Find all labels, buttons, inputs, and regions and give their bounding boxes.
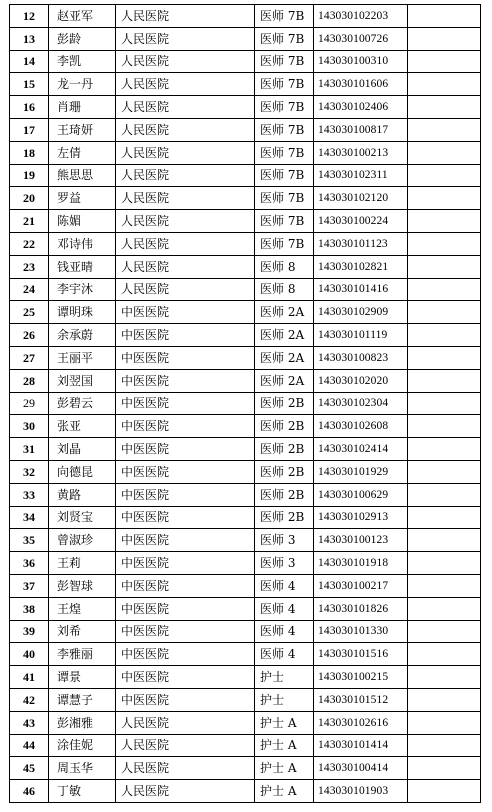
hospital-unit: 人民医院 bbox=[116, 164, 255, 187]
remark-cell bbox=[408, 643, 481, 666]
row-number: 35 bbox=[10, 529, 49, 552]
position-code: 医师 3 bbox=[255, 552, 314, 575]
candidate-name: 罗益 bbox=[49, 187, 116, 210]
hospital-unit: 人民医院 bbox=[116, 210, 255, 233]
row-number: 12 bbox=[10, 5, 49, 28]
position-code: 医师 7B bbox=[255, 164, 314, 187]
hospital-unit: 中医医院 bbox=[116, 506, 255, 529]
position-code: 医师 2B bbox=[255, 415, 314, 438]
position-code: 医师 2A bbox=[255, 346, 314, 369]
position-code: 医师 7B bbox=[255, 50, 314, 73]
row-number: 36 bbox=[10, 552, 49, 575]
exam-ticket-number: 143030101826 bbox=[314, 597, 408, 620]
row-number: 27 bbox=[10, 346, 49, 369]
candidate-name: 曾淑珍 bbox=[49, 529, 116, 552]
table-row bbox=[10, 255, 481, 278]
row-number: 26 bbox=[10, 324, 49, 347]
candidate-name: 王丽平 bbox=[49, 346, 116, 369]
table-row bbox=[10, 324, 481, 347]
row-number: 43 bbox=[10, 711, 49, 734]
exam-ticket-number: 143030100629 bbox=[314, 483, 408, 506]
hospital-unit: 人民医院 bbox=[116, 757, 255, 780]
row-number: 42 bbox=[10, 688, 49, 711]
exam-ticket-number: 143030100823 bbox=[314, 346, 408, 369]
remark-cell bbox=[408, 757, 481, 780]
exam-ticket-number: 143030100817 bbox=[314, 118, 408, 141]
hospital-unit: 中医医院 bbox=[116, 460, 255, 483]
remark-cell bbox=[408, 27, 481, 50]
hospital-unit: 人民医院 bbox=[116, 780, 255, 803]
row-number: 14 bbox=[10, 50, 49, 73]
candidate-name: 刘翌国 bbox=[49, 369, 116, 392]
remark-cell bbox=[408, 301, 481, 324]
row-number: 41 bbox=[10, 666, 49, 689]
row-number: 17 bbox=[10, 118, 49, 141]
position-code: 医师 7B bbox=[255, 96, 314, 119]
candidate-name: 李宇沐 bbox=[49, 278, 116, 301]
hospital-unit: 中医医院 bbox=[116, 324, 255, 347]
candidate-name: 丁敏 bbox=[49, 780, 116, 803]
table-row bbox=[10, 164, 481, 187]
table-row bbox=[10, 232, 481, 255]
position-code: 护士 A bbox=[255, 780, 314, 803]
row-number: 29 bbox=[10, 392, 49, 415]
remark-cell bbox=[408, 620, 481, 643]
exam-ticket-number: 143030100123 bbox=[314, 529, 408, 552]
remark-cell bbox=[408, 711, 481, 734]
exam-ticket-number: 143030102608 bbox=[314, 415, 408, 438]
table-row bbox=[10, 574, 481, 597]
row-number: 34 bbox=[10, 506, 49, 529]
position-code: 医师 7B bbox=[255, 73, 314, 96]
remark-cell bbox=[408, 438, 481, 461]
row-number: 46 bbox=[10, 780, 49, 803]
position-code: 护士 bbox=[255, 666, 314, 689]
position-code: 护士 A bbox=[255, 734, 314, 757]
exam-ticket-number: 143030102203 bbox=[314, 5, 408, 28]
row-number: 24 bbox=[10, 278, 49, 301]
row-number: 44 bbox=[10, 734, 49, 757]
remark-cell bbox=[408, 392, 481, 415]
hospital-unit: 人民医院 bbox=[116, 255, 255, 278]
exam-ticket-number: 143030102020 bbox=[314, 369, 408, 392]
table-row bbox=[10, 620, 481, 643]
candidate-name: 熊思思 bbox=[49, 164, 116, 187]
candidate-name: 谭明珠 bbox=[49, 301, 116, 324]
hospital-unit: 人民医院 bbox=[116, 232, 255, 255]
row-number: 40 bbox=[10, 643, 49, 666]
position-code: 医师 7B bbox=[255, 5, 314, 28]
remark-cell bbox=[408, 734, 481, 757]
position-code: 医师 2B bbox=[255, 483, 314, 506]
candidate-name: 李凯 bbox=[49, 50, 116, 73]
position-code: 医师 2A bbox=[255, 301, 314, 324]
remark-cell bbox=[408, 187, 481, 210]
position-code: 医师 2B bbox=[255, 460, 314, 483]
remark-cell bbox=[408, 346, 481, 369]
candidate-name: 龙一丹 bbox=[49, 73, 116, 96]
table-row bbox=[10, 552, 481, 575]
position-code: 医师 4 bbox=[255, 597, 314, 620]
exam-ticket-number: 143030101414 bbox=[314, 734, 408, 757]
hospital-unit: 中医医院 bbox=[116, 597, 255, 620]
row-number: 32 bbox=[10, 460, 49, 483]
remark-cell bbox=[408, 483, 481, 506]
position-code: 医师 4 bbox=[255, 620, 314, 643]
hospital-unit: 中医医院 bbox=[116, 529, 255, 552]
candidate-name: 钱亚晴 bbox=[49, 255, 116, 278]
hospital-unit: 人民医院 bbox=[116, 5, 255, 28]
table-row bbox=[10, 301, 481, 324]
results-table-container bbox=[9, 4, 481, 803]
candidate-name: 左倩 bbox=[49, 141, 116, 164]
candidate-name: 彭龄 bbox=[49, 27, 116, 50]
remark-cell bbox=[408, 96, 481, 119]
hospital-unit: 中医医院 bbox=[116, 643, 255, 666]
exam-ticket-number: 143030102913 bbox=[314, 506, 408, 529]
hospital-unit: 中医医院 bbox=[116, 301, 255, 324]
position-code: 医师 4 bbox=[255, 574, 314, 597]
exam-ticket-number: 143030101416 bbox=[314, 278, 408, 301]
row-number: 23 bbox=[10, 255, 49, 278]
remark-cell bbox=[408, 597, 481, 620]
candidate-name: 王煌 bbox=[49, 597, 116, 620]
hospital-unit: 人民医院 bbox=[116, 141, 255, 164]
remark-cell bbox=[408, 529, 481, 552]
table-row bbox=[10, 5, 481, 28]
hospital-unit: 中医医院 bbox=[116, 483, 255, 506]
candidate-name: 王莉 bbox=[49, 552, 116, 575]
position-code: 医师 2A bbox=[255, 324, 314, 347]
results-table bbox=[9, 4, 481, 803]
hospital-unit: 人民医院 bbox=[116, 118, 255, 141]
hospital-unit: 人民医院 bbox=[116, 734, 255, 757]
table-row bbox=[10, 711, 481, 734]
position-code: 医师 7B bbox=[255, 141, 314, 164]
exam-ticket-number: 143030101516 bbox=[314, 643, 408, 666]
remark-cell bbox=[408, 141, 481, 164]
exam-ticket-number: 143030101123 bbox=[314, 232, 408, 255]
candidate-name: 张亚 bbox=[49, 415, 116, 438]
candidate-name: 谭景 bbox=[49, 666, 116, 689]
candidate-name: 余承蔚 bbox=[49, 324, 116, 347]
position-code: 医师 8 bbox=[255, 255, 314, 278]
position-code: 医师 7B bbox=[255, 27, 314, 50]
hospital-unit: 中医医院 bbox=[116, 438, 255, 461]
table-row bbox=[10, 278, 481, 301]
candidate-name: 刘晶 bbox=[49, 438, 116, 461]
row-number: 33 bbox=[10, 483, 49, 506]
remark-cell bbox=[408, 574, 481, 597]
row-number: 16 bbox=[10, 96, 49, 119]
hospital-unit: 中医医院 bbox=[116, 666, 255, 689]
hospital-unit: 中医医院 bbox=[116, 392, 255, 415]
exam-ticket-number: 143030100217 bbox=[314, 574, 408, 597]
candidate-name: 彭湘雅 bbox=[49, 711, 116, 734]
remark-cell bbox=[408, 688, 481, 711]
position-code: 医师 7B bbox=[255, 118, 314, 141]
position-code: 医师 2B bbox=[255, 392, 314, 415]
position-code: 护士 A bbox=[255, 757, 314, 780]
position-code: 医师 2B bbox=[255, 506, 314, 529]
table-row bbox=[10, 483, 481, 506]
row-number: 19 bbox=[10, 164, 49, 187]
table-row bbox=[10, 27, 481, 50]
table-row bbox=[10, 187, 481, 210]
remark-cell bbox=[408, 506, 481, 529]
candidate-name: 刘贤宝 bbox=[49, 506, 116, 529]
exam-ticket-number: 143030100310 bbox=[314, 50, 408, 73]
table-row bbox=[10, 734, 481, 757]
exam-ticket-number: 143030102406 bbox=[314, 96, 408, 119]
table-row bbox=[10, 210, 481, 233]
candidate-name: 涂佳妮 bbox=[49, 734, 116, 757]
table-row bbox=[10, 438, 481, 461]
candidate-name: 周玉华 bbox=[49, 757, 116, 780]
row-number: 45 bbox=[10, 757, 49, 780]
exam-ticket-number: 143030100726 bbox=[314, 27, 408, 50]
table-row bbox=[10, 50, 481, 73]
hospital-unit: 中医医院 bbox=[116, 552, 255, 575]
position-code: 医师 2A bbox=[255, 369, 314, 392]
candidate-name: 刘希 bbox=[49, 620, 116, 643]
exam-ticket-number: 143030101918 bbox=[314, 552, 408, 575]
remark-cell bbox=[408, 369, 481, 392]
table-row bbox=[10, 529, 481, 552]
table-row bbox=[10, 597, 481, 620]
hospital-unit: 中医医院 bbox=[116, 346, 255, 369]
hospital-unit: 人民医院 bbox=[116, 711, 255, 734]
candidate-name: 谭慧子 bbox=[49, 688, 116, 711]
exam-ticket-number: 143030101606 bbox=[314, 73, 408, 96]
table-row bbox=[10, 688, 481, 711]
table-row bbox=[10, 141, 481, 164]
remark-cell bbox=[408, 780, 481, 803]
hospital-unit: 中医医院 bbox=[116, 620, 255, 643]
exam-ticket-number: 143030100213 bbox=[314, 141, 408, 164]
candidate-name: 彭智球 bbox=[49, 574, 116, 597]
exam-ticket-number: 143030102120 bbox=[314, 187, 408, 210]
table-row bbox=[10, 73, 481, 96]
remark-cell bbox=[408, 232, 481, 255]
remark-cell bbox=[408, 460, 481, 483]
table-row bbox=[10, 346, 481, 369]
exam-ticket-number: 143030101512 bbox=[314, 688, 408, 711]
remark-cell bbox=[408, 73, 481, 96]
table-row bbox=[10, 757, 481, 780]
position-code: 医师 7B bbox=[255, 232, 314, 255]
row-number: 22 bbox=[10, 232, 49, 255]
exam-ticket-number: 143030101119 bbox=[314, 324, 408, 347]
candidate-name: 李雅丽 bbox=[49, 643, 116, 666]
row-number: 39 bbox=[10, 620, 49, 643]
hospital-unit: 人民医院 bbox=[116, 73, 255, 96]
remark-cell bbox=[408, 278, 481, 301]
exam-ticket-number: 143030102304 bbox=[314, 392, 408, 415]
table-row bbox=[10, 369, 481, 392]
table-row bbox=[10, 415, 481, 438]
position-code: 医师 3 bbox=[255, 529, 314, 552]
row-number: 21 bbox=[10, 210, 49, 233]
hospital-unit: 人民医院 bbox=[116, 27, 255, 50]
row-number: 28 bbox=[10, 369, 49, 392]
hospital-unit: 中医医院 bbox=[116, 688, 255, 711]
row-number: 25 bbox=[10, 301, 49, 324]
table-row bbox=[10, 666, 481, 689]
exam-ticket-number: 143030102821 bbox=[314, 255, 408, 278]
row-number: 13 bbox=[10, 27, 49, 50]
table-row bbox=[10, 506, 481, 529]
remark-cell bbox=[408, 415, 481, 438]
exam-ticket-number: 143030100215 bbox=[314, 666, 408, 689]
table-row bbox=[10, 460, 481, 483]
hospital-unit: 人民医院 bbox=[116, 50, 255, 73]
exam-ticket-number: 143030102616 bbox=[314, 711, 408, 734]
hospital-unit: 中医医院 bbox=[116, 574, 255, 597]
candidate-name: 赵亚军 bbox=[49, 5, 116, 28]
remark-cell bbox=[408, 666, 481, 689]
hospital-unit: 人民医院 bbox=[116, 278, 255, 301]
row-number: 20 bbox=[10, 187, 49, 210]
hospital-unit: 人民医院 bbox=[116, 96, 255, 119]
exam-ticket-number: 143030100224 bbox=[314, 210, 408, 233]
hospital-unit: 人民医院 bbox=[116, 187, 255, 210]
row-number: 31 bbox=[10, 438, 49, 461]
table-row bbox=[10, 780, 481, 803]
position-code: 医师 4 bbox=[255, 643, 314, 666]
hospital-unit: 中医医院 bbox=[116, 369, 255, 392]
candidate-name: 邓诗伟 bbox=[49, 232, 116, 255]
remark-cell bbox=[408, 5, 481, 28]
row-number: 15 bbox=[10, 73, 49, 96]
remark-cell bbox=[408, 118, 481, 141]
hospital-unit: 中医医院 bbox=[116, 415, 255, 438]
position-code: 护士 A bbox=[255, 711, 314, 734]
candidate-name: 陈媚 bbox=[49, 210, 116, 233]
candidate-name: 黄路 bbox=[49, 483, 116, 506]
exam-ticket-number: 143030102414 bbox=[314, 438, 408, 461]
exam-ticket-number: 143030102311 bbox=[314, 164, 408, 187]
candidate-name: 王琦妍 bbox=[49, 118, 116, 141]
row-number: 30 bbox=[10, 415, 49, 438]
row-number: 18 bbox=[10, 141, 49, 164]
row-number: 38 bbox=[10, 597, 49, 620]
position-code: 医师 7B bbox=[255, 187, 314, 210]
exam-ticket-number: 143030101929 bbox=[314, 460, 408, 483]
remark-cell bbox=[408, 324, 481, 347]
candidate-name: 向德昆 bbox=[49, 460, 116, 483]
table-body bbox=[10, 5, 481, 803]
position-code: 护士 bbox=[255, 688, 314, 711]
position-code: 医师 7B bbox=[255, 210, 314, 233]
remark-cell bbox=[408, 255, 481, 278]
remark-cell bbox=[408, 552, 481, 575]
exam-ticket-number: 143030102909 bbox=[314, 301, 408, 324]
position-code: 医师 8 bbox=[255, 278, 314, 301]
exam-ticket-number: 143030100414 bbox=[314, 757, 408, 780]
remark-cell bbox=[408, 164, 481, 187]
exam-ticket-number: 143030101903 bbox=[314, 780, 408, 803]
table-row bbox=[10, 96, 481, 119]
table-row bbox=[10, 118, 481, 141]
position-code: 医师 2B bbox=[255, 438, 314, 461]
table-row bbox=[10, 643, 481, 666]
candidate-name: 彭碧云 bbox=[49, 392, 116, 415]
remark-cell bbox=[408, 50, 481, 73]
candidate-name: 肖珊 bbox=[49, 96, 116, 119]
exam-ticket-number: 143030101330 bbox=[314, 620, 408, 643]
row-number: 37 bbox=[10, 574, 49, 597]
remark-cell bbox=[408, 210, 481, 233]
table-row bbox=[10, 392, 481, 415]
